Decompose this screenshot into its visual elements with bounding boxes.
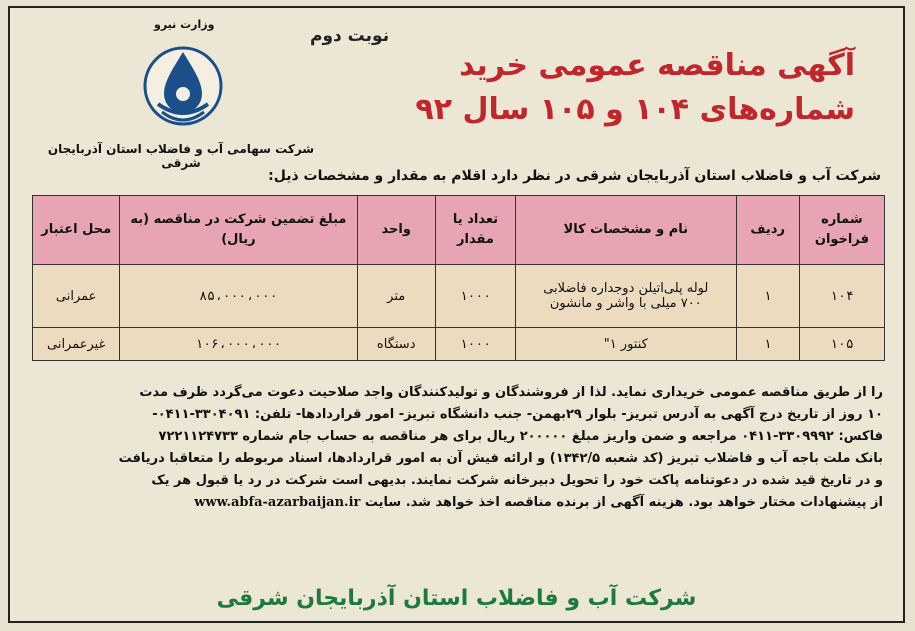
cell-guarantee: ۸۵،۰۰۰،۰۰۰ xyxy=(120,265,357,328)
cell-unit: دستگاه xyxy=(357,328,435,361)
water-drop-logo-icon xyxy=(142,34,224,134)
footer-company: شرکت آب و فاضلاب استان آذربایجان شرقی xyxy=(216,586,697,611)
cell-qty: ۱۰۰۰ xyxy=(435,265,515,328)
logo-block xyxy=(46,14,315,170)
cell-qty: ۱۰۰۰ xyxy=(435,328,515,361)
body-line: بانک ملت باجه آب و فاضلاب تبریز (کد شعبه ۱۳۴۲/۵) و ارائه فیش آن به امور قراردادها، اسناد مربوطه را متعاقبا دریافت xyxy=(118,451,883,466)
cell-name xyxy=(516,328,736,361)
cell-row: ۱ xyxy=(736,328,799,361)
header-guarantee: مبلغ تضمین شرکت در مناقصه (به ریال) xyxy=(120,196,357,265)
cell-name-line2: ۷۰۰ میلی با واشر و مانشون xyxy=(549,296,702,311)
cell-credit: عمرانی xyxy=(33,265,120,328)
cell-credit: غیرعمرانی xyxy=(33,328,120,361)
table-row xyxy=(33,265,885,328)
body-line: را از طریق مناقصه عمومی خریداری نماید. لذا از فروشندگان و تولیدکنندگان واجد صلاحیت دعوت می‌گردد ظرف مدت xyxy=(139,385,883,400)
header-call-no: شماره فراخوان xyxy=(799,196,884,265)
header xyxy=(10,8,903,170)
site-link[interactable]: www.abfa-azarbaijan.ir xyxy=(194,495,361,510)
nobat-label: نوبت دوم xyxy=(310,26,390,46)
body-line: ۱۰ روز از تاریخ درج آگهی به آدرس تبریز- بلوار ۲۹بهمن- جنب دانشگاه تبریز- امور قراردادها- تلفن: ۳۳۰۴۰۹۱-۰۴۱۱- xyxy=(152,407,883,422)
table-header-row xyxy=(33,196,885,265)
cell-name xyxy=(516,265,736,328)
cell-row: ۱ xyxy=(736,265,799,328)
cell-name-line1: لوله پلی‌اتیلن دوجداره فاضلابی xyxy=(543,281,709,296)
cell-call-no: ۱۰۴ xyxy=(799,265,884,328)
notice-numbers: شماره‌های ۱۰۴ و ۱۰۵ سال ۹۲ xyxy=(415,92,855,127)
body-line6-text: از پیشنهادات مختار خواهد بود. هزینه آگهی از برنده مناقصه اخذ خواهد شد. xyxy=(405,495,883,510)
table-row xyxy=(33,328,885,361)
company-name-small: شرکت سهامی آب و فاضلاب استان آذربایجان شرقی xyxy=(47,142,315,170)
header-unit: واحد xyxy=(357,196,435,265)
body-line: و در تاریخ قید شده در دعوتنامه پاکت خود را تحویل دبیرخانه شرکت نمایند. بدیهی است شرکت در رد یا قبول هر یک xyxy=(151,473,883,488)
cell-name-line1: کنتور ۱" xyxy=(603,336,648,352)
header-name: نام و مشخصات کالا xyxy=(516,196,736,265)
header-credit: محل اعتبار xyxy=(33,196,120,265)
items-table xyxy=(32,195,885,361)
notice-title: آگهی مناقصه عمومی خرید xyxy=(459,48,855,83)
header-row: ردیف xyxy=(736,196,799,265)
header-qty: تعداد یا مقدار xyxy=(435,196,515,265)
cell-guarantee: ۱۰۶،۰۰۰،۰۰۰ xyxy=(120,328,357,361)
ministry-label: وزارت نیرو xyxy=(154,18,215,31)
tender-notice xyxy=(8,6,905,623)
body-line-last xyxy=(21,492,883,514)
site-label: سایت xyxy=(364,495,402,510)
cell-call-no: ۱۰۵ xyxy=(799,328,884,361)
intro-text: شرکت آب و فاضلاب استان آذربایجان شرقی در نظر دارد اقلام به مقدار و مشخصات ذیل: xyxy=(268,168,881,184)
body-line: فاکس: ۳۳۰۹۹۹۲-۰۴۱۱ مراجعه و ضمن واریز مبلغ ۲۰۰۰۰۰ ریال برای هر مناقصه به حساب جام شماره ۷۲۲۱۱۲۴۷۳۳ xyxy=(158,429,883,444)
cell-unit: متر xyxy=(357,265,435,328)
body-text xyxy=(21,382,883,514)
